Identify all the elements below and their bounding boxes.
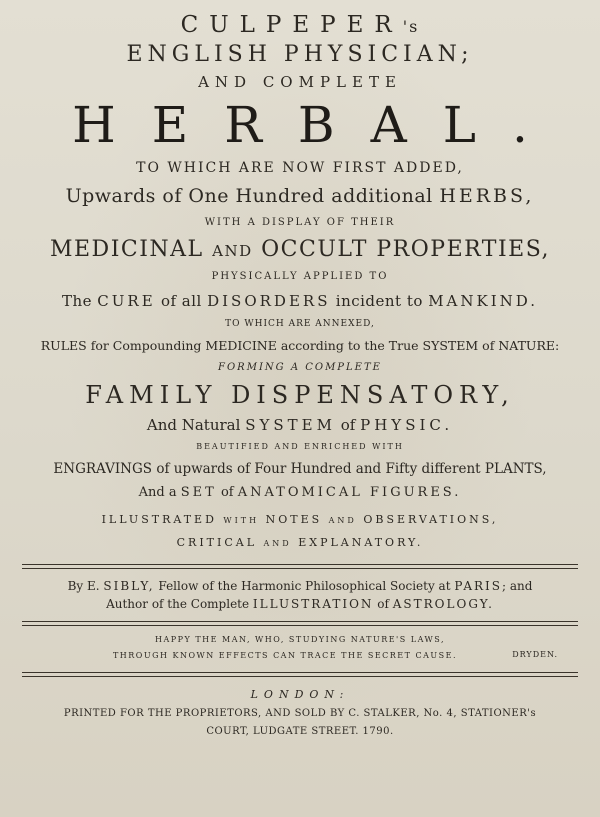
author-line-1 xyxy=(10,577,590,595)
subtitle-of2: of xyxy=(340,416,356,434)
subtitle-mankind: MANKIND. xyxy=(428,292,539,310)
subtitle-for-compounding: for Compounding xyxy=(90,338,202,353)
title-english-physician: ENGLISH PHYSICIAN; xyxy=(126,42,474,67)
subtitle-annexed: TO WHICH ARE ANNEXED, xyxy=(225,319,375,329)
author-by: By E. xyxy=(67,579,100,593)
illustrations-explanatory: EXPLANATORY. xyxy=(298,536,424,549)
illustrations-notes: NOTES xyxy=(265,513,323,526)
subtitle-medicinal-line xyxy=(10,234,590,266)
author-block xyxy=(10,569,590,621)
subtitle-cure: CURE xyxy=(97,292,156,310)
subtitle-system: SYSTEM xyxy=(422,338,479,353)
illustrations-set: SET xyxy=(180,485,217,500)
subtitle-of: of xyxy=(482,338,495,353)
subtitle-forming: FORMING A COMPLETE xyxy=(218,362,382,373)
subtitle-medicinal: MEDICINAL xyxy=(49,237,204,262)
motto-block xyxy=(10,626,590,672)
illustrations-with: WITH xyxy=(223,516,260,525)
illustrations-critical-line xyxy=(10,532,590,554)
subtitle-occult: OCCULT PROPERTIES, xyxy=(261,237,551,262)
motto-attribution: DRYDEN. xyxy=(512,650,558,659)
illustrations-anatomical: ANATOMICAL FIGURES. xyxy=(237,485,462,500)
illustrations-engravings-rest: of upwards of Four Hundred and Fifty different xyxy=(156,461,481,477)
subtitle-and: AND xyxy=(212,242,253,260)
author-paris: PARIS xyxy=(454,579,502,593)
imprint-court: COURT, LUDGATE STREET. 1790. xyxy=(206,726,394,737)
illustrations-and-a: And a xyxy=(138,485,177,500)
illustrations-illustrated-line xyxy=(10,508,590,532)
subtitle-and-natural: And Natural xyxy=(146,416,241,434)
illustrations-anatomical-line xyxy=(10,482,590,504)
subtitle-of-all: of all xyxy=(160,292,202,310)
subtitle-nature: NATURE: xyxy=(498,338,560,353)
motto-line-1: HAPPY THE MAN, WHO, STUDYING NATURE'S LAWS, xyxy=(154,635,446,644)
illustrations-of: of xyxy=(220,485,234,500)
author-astrology: ASTROLOGY. xyxy=(392,597,494,611)
author-fellow: Fellow of the Harmonic Philosophical Society at xyxy=(158,579,451,593)
author-and: ; and xyxy=(502,579,533,593)
motto-line-2: THROUGH KNOWN EFFECTS CAN TRACE THE SECRET CAUSE. xyxy=(112,651,458,660)
subtitle-rules-line xyxy=(10,334,590,358)
author-author-of: Author of the Complete xyxy=(106,597,250,611)
illustrations-observations: OBSERVATIONS, xyxy=(363,513,499,526)
subtitle-according: according to the True xyxy=(280,338,419,353)
subtitle-herbs: HERBS, xyxy=(439,185,535,207)
subtitle-family-dispensatory: FAMILY DISPENSATORY, xyxy=(85,381,515,409)
illustrations-engravings: ENGRAVINGS xyxy=(53,461,153,477)
title-herbal: HERBAL. xyxy=(72,96,564,154)
illustrations-illustrated: ILLUSTRATED xyxy=(101,513,217,526)
imprint-block xyxy=(10,677,590,741)
subtitle-cure-line xyxy=(10,288,590,314)
author-illustration: ILLUSTRATION xyxy=(252,597,374,611)
imprint-printed: PRINTED FOR THE PROPRIETORS, AND SOLD BY C. STALKER, No. 4, STATIONER's xyxy=(63,708,537,719)
subtitle-the: The xyxy=(61,292,92,310)
subtitle-disorders: DISORDERS xyxy=(207,292,331,310)
subtitle-with-display: WITH A DISPLAY OF THEIR xyxy=(204,217,396,228)
illustrations-engravings-line xyxy=(10,456,590,482)
subtitle-now-first-added: TO WHICH ARE NOW FIRST ADDED, xyxy=(136,160,464,176)
subtitle-medicine: MEDICINE xyxy=(205,338,277,353)
title-culpeper: CULPEPER xyxy=(180,12,403,38)
author-line-2 xyxy=(10,595,590,613)
subtitle-incident-to: incident to xyxy=(335,292,423,310)
author-section xyxy=(10,564,590,626)
imprint-city: LONDON: xyxy=(250,688,350,701)
subtitle-system2: SYSTEM xyxy=(245,416,336,434)
author-sibly: SIBLY, xyxy=(103,579,155,593)
subtitle-rules: RULES xyxy=(40,338,87,353)
subtitle-upwards: Upwards of One Hundred additional xyxy=(65,185,433,207)
subtitle-physically-applied: PHYSICALLY APPLIED TO xyxy=(211,271,389,282)
illustrations-plants: PLANTS, xyxy=(484,461,547,477)
subtitle-upwards-line xyxy=(10,180,590,212)
title-culpeper-line xyxy=(10,10,590,40)
author-of: of xyxy=(377,597,389,611)
title-and-complete: AND COMPLETE xyxy=(198,73,402,91)
illustrations-beautified: BEAUTIFIED AND ENRICHED WITH xyxy=(196,442,404,451)
title-culpeper-suffix: 's xyxy=(402,17,420,36)
illustrations-and: AND xyxy=(328,516,357,525)
illustrations-critical: CRITICAL xyxy=(176,536,258,549)
subtitle-natural-line xyxy=(10,412,590,438)
subtitle-physic: PHYSIC. xyxy=(360,416,454,434)
illustrations-and2: AND xyxy=(263,539,292,548)
